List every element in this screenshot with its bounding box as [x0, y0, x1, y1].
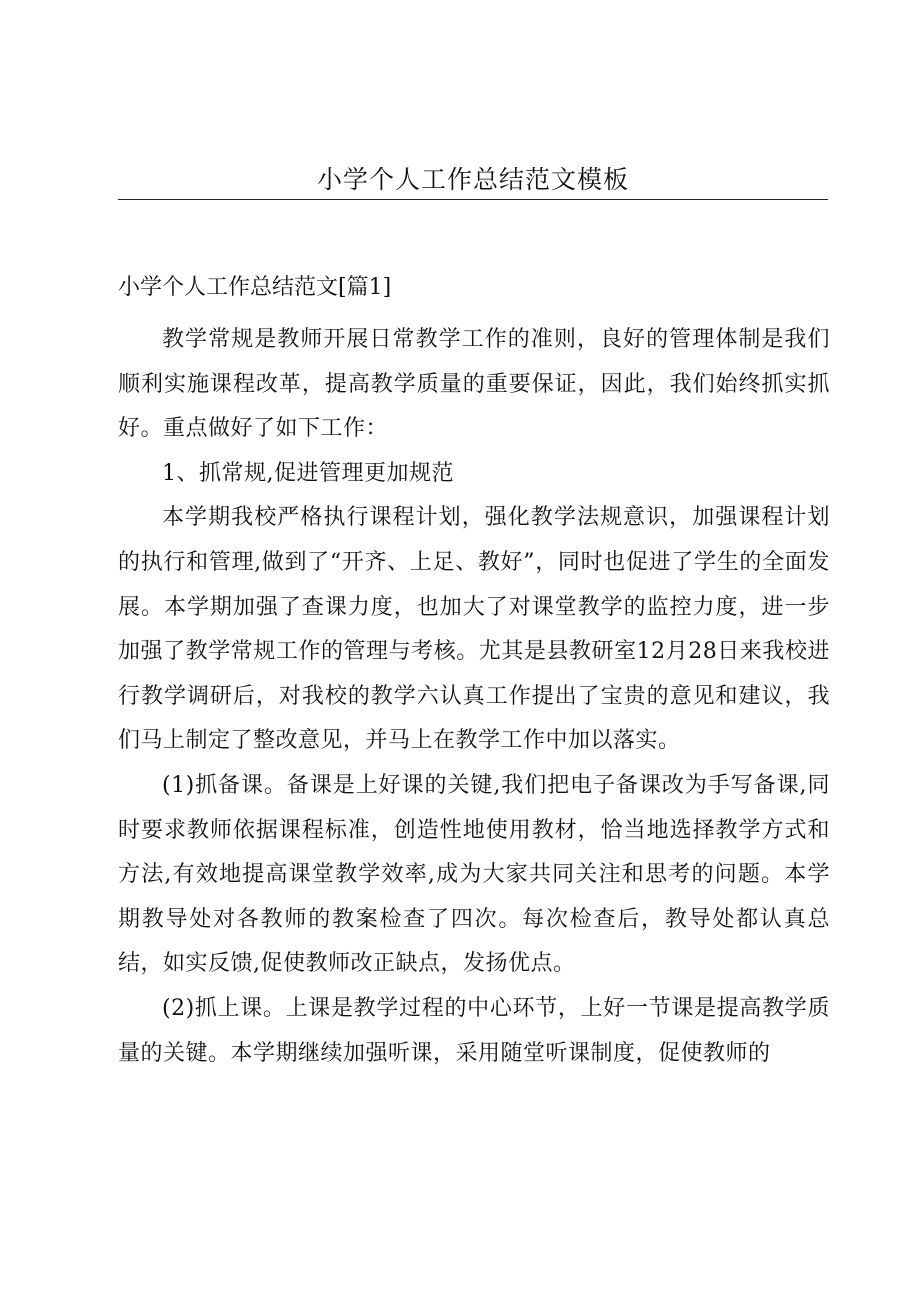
document-title: 小学个人工作总结范文模板	[316, 165, 629, 194]
paragraph-subheading-1: 1、抓常规,促进管理更加规范	[162, 460, 454, 486]
paragraph-routine: 本学期我校严格执行课程计划，强化教学法规意识，加强课程计划的执行和管理,做到了“开齐、上足、教好”，同时也促进了学生的全面发展。本学期加强了查课力度，也加大了对课堂教学的监控力度，进一步加强了教学常规工作的管理与考核。尤其是县教研室12月28日来我校进行教学调研后，对我校的教学六认真工作提出了宝贵的意见和建议，我们马上制定了整改意见，并马上在教学工作中加以落实。	[118, 505, 830, 754]
title-underline	[118, 199, 828, 200]
section-heading: 小学个人工作总结范文[篇1]	[118, 275, 392, 300]
paragraph-lesson-prep: (1)抓备课。备课是上好课的关键,我们把电子备课改为手写备课,同时要求教师依据课程标准，创造性地使用教材，恰当地选择教学方式和方法,有效地提高课堂教学效率,成为大家共同关注和思考的问题。本学期教导处对各教师的教案检查了四次。每次检查后，教导处都认真总结，如实反馈,促使教师改正缺点，发扬优点。	[118, 772, 830, 977]
paragraph-teaching: (2)抓上课。上课是教学过程的中心环节，上好一节课是提高教学质量的关键。本学期继续加强听课，采用随堂听课制度，促使教师的	[118, 995, 830, 1066]
paragraph-intro: 教学常规是教师开展日常教学工作的准则，良好的管理体制是我们顺利实施课程改革，提高教学质量的重要保证，因此，我们始终抓实抓好。重点做好了如下工作：	[118, 327, 830, 442]
document-body	[118, 318, 830, 1076]
